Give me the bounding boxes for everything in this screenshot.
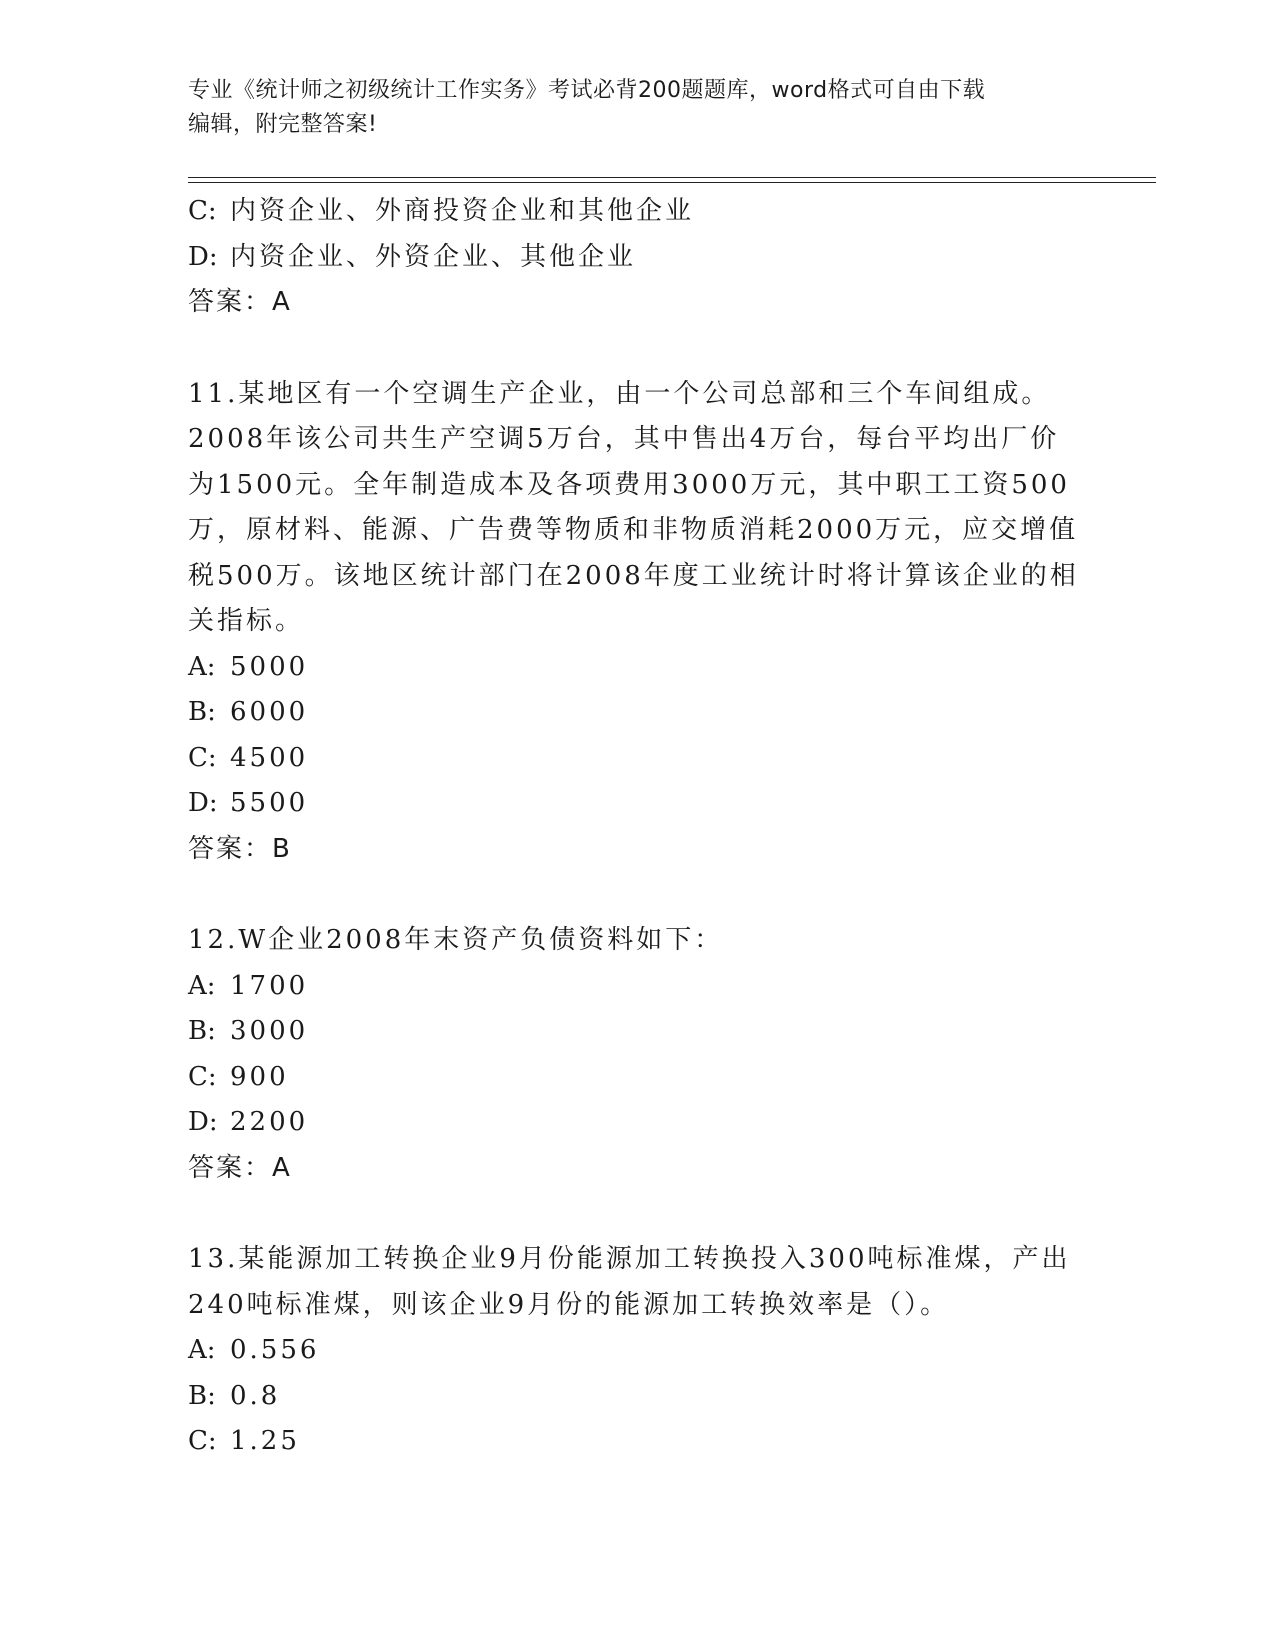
option-letter: A: [188, 651, 216, 682]
option-letter: B: [188, 1380, 216, 1411]
option-text: 内资企业、外商投资企业和其他企业 [230, 196, 695, 226]
option-text: 900 [230, 1061, 289, 1092]
option-letter: A: [188, 970, 216, 1001]
option-c [188, 736, 1088, 782]
question-text-line: 为1500元。全年制造成本及各项费用3000万元，其中职工工资500 [188, 469, 1070, 500]
spacer [188, 872, 1088, 918]
option-text: 3000 [230, 1016, 309, 1046]
question-text-line: 11.某地区有一个空调生产企业，由一个公司总部和三个车间组成。 [188, 378, 1051, 409]
option-c [188, 189, 1088, 235]
header-divider-top [188, 177, 1156, 178]
question-10-tail [188, 189, 1088, 326]
option-letter: D: [188, 788, 218, 818]
option-text: 4500 [230, 742, 309, 773]
option-a [188, 645, 1088, 691]
question-11 [188, 372, 1088, 873]
option-letter: D: [188, 1107, 218, 1137]
option-letter: C: [188, 1426, 217, 1456]
option-letter: C: [188, 1061, 217, 1092]
option-text: 1.25 [230, 1426, 300, 1456]
option-c [188, 1055, 1088, 1101]
option-text: 5000 [230, 651, 309, 682]
option-d [188, 235, 1088, 281]
option-text: 5500 [230, 788, 309, 818]
question-text-line: 240吨标准煤，则该企业9月份的能源加工转换效率是（）。 [188, 1289, 950, 1320]
question-text-line: 万，原材料、能源、广告费等物质和非物质消耗2000万元，应交增值 [188, 515, 1079, 545]
spacer [188, 326, 1088, 372]
question-text-line: 13.某能源加工转换企业9月份能源加工转换投入300吨标准煤，产出 [188, 1244, 1071, 1274]
option-text: 0.556 [230, 1335, 320, 1365]
question-13 [188, 1237, 1088, 1465]
option-b [188, 690, 1088, 736]
option-letter: A: [188, 1335, 216, 1365]
question-12 [188, 918, 1088, 1191]
option-text: 0.8 [230, 1380, 281, 1411]
option-a [188, 964, 1088, 1010]
option-text: 内资企业、外资企业、其他企业 [230, 241, 637, 272]
option-letter: C: [188, 196, 217, 226]
header-divider-bottom [188, 182, 1156, 183]
option-d [188, 1100, 1088, 1146]
option-a [188, 1328, 1088, 1374]
option-letter: B: [188, 1016, 216, 1046]
option-b [188, 1374, 1088, 1420]
option-text: 1700 [230, 970, 309, 1001]
question-text-line: 12.W企业2008年末资产负债资料如下： [188, 925, 724, 955]
option-letter: C: [188, 742, 217, 773]
option-c [188, 1419, 1088, 1465]
option-letter: D: [188, 241, 218, 272]
page-header [188, 74, 1068, 142]
answer-line: 答案：A [188, 1152, 292, 1183]
option-text: 6000 [230, 697, 309, 727]
answer-line: 答案：B [188, 833, 292, 864]
header-line-2: 编辑，附完整答案! [188, 112, 378, 137]
option-b [188, 1009, 1088, 1055]
question-text-line: 关指标。 [188, 606, 305, 636]
question-text-line: 税500万。该地区统计部门在2008年度工业统计时将计算该企业的相 [188, 560, 1079, 591]
spacer [188, 1191, 1088, 1237]
question-text-line: 2008年该公司共生产空调5万台，其中售出4万台，每台平均出厂价 [188, 424, 1060, 454]
option-d [188, 781, 1088, 827]
answer-line: 答案：A [188, 287, 292, 317]
option-letter: B: [188, 697, 216, 727]
header-line-1: 专业《统计师之初级统计工作实务》考试必背200题题库，word格式可自由下载 [188, 78, 986, 103]
option-text: 2200 [230, 1107, 309, 1137]
document-body [188, 189, 1088, 1465]
